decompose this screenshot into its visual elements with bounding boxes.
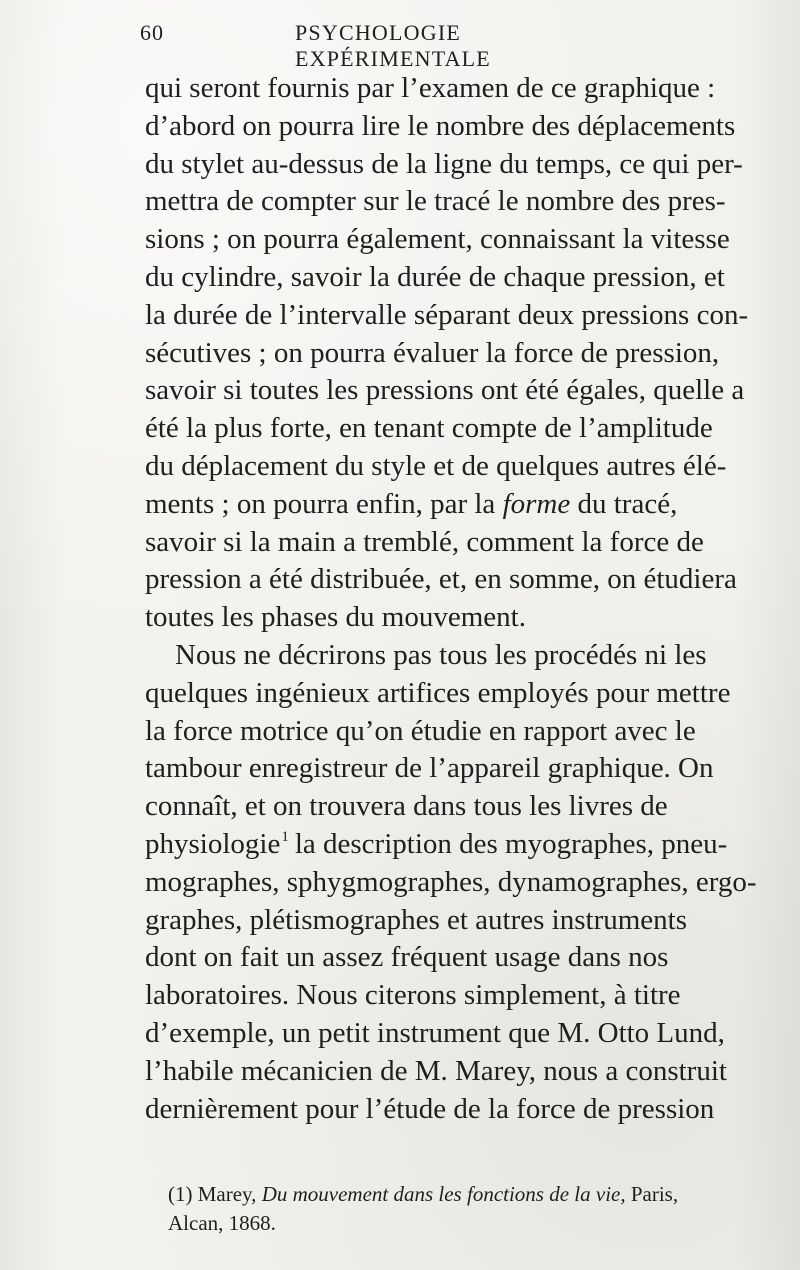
footnote-line <box>168 1180 788 1209</box>
italic-word: forme <box>502 487 571 520</box>
text-line: laboratoires. Nous citerons simplement, à titre <box>145 979 681 1012</box>
footnote <box>168 1180 788 1238</box>
text-line: été la plus forte, en tenant compte de l’amplitude <box>145 412 713 445</box>
footnote-publisher-year: Alcan, 1868. <box>168 1211 276 1235</box>
text-line: la force motrice qu’on étudie en rapport avec le <box>145 714 696 747</box>
text-line: dont on fait un assez fréquent usage dans nos <box>145 941 669 974</box>
body-text <box>145 70 790 1128</box>
text-line: toutes les phases du mouvement. <box>145 601 526 634</box>
text-line: quelques ingénieux artifices employés pour mettre <box>145 676 731 709</box>
text-line: l’habile mécanicien de M. Marey, nous a construit <box>145 1054 727 1087</box>
text-line: tambour enregistreur de l’appareil graphique. On <box>145 752 714 785</box>
footnote-title: Du mouvement dans les fonctions de la vie, <box>261 1182 626 1206</box>
running-head: PSYCHOLOGIE EXPÉRIMENTALE <box>295 20 491 71</box>
text-line: la durée de l’intervalle séparant deux pressions con- <box>145 298 749 331</box>
text-line: d’exemple, un petit instrument que M. Otto Lund, <box>145 1016 725 1049</box>
footnote-place: Paris, <box>630 1182 679 1206</box>
text-line: mettra de compter sur le tracé le nombre des pres- <box>145 185 726 218</box>
paragraph-start-line: Nous ne décrirons pas tous les procédés ni les <box>175 638 707 671</box>
page-header <box>140 18 660 71</box>
text-line: sions ; on pourra également, connaissant la vitesse <box>145 223 730 256</box>
text-line: du déplacement du style et de quelques autres élé- <box>145 449 727 482</box>
footnote-prefix: (1) Marey, <box>168 1182 257 1206</box>
text-line: dernièrement pour l’étude de la force de pression <box>145 1092 715 1125</box>
text-line: qui seront fournis par l’examen de ce graphique : <box>145 72 716 104</box>
text-segment: ments ; on pourra enfin, par la <box>145 487 496 520</box>
text-segment: du tracé, <box>577 487 678 520</box>
text-segment: la description des myographes, pneu- <box>294 827 728 860</box>
text-line: sécutives ; on pourra évaluer la force de pression, <box>145 336 720 369</box>
text-line: savoir si toutes les pressions ont été égales, quelle a <box>145 374 745 407</box>
text-line-with-footnote-mark <box>145 826 790 864</box>
text-line: du cylindre, savoir la durée de chaque pression, et <box>145 260 725 293</box>
text-line: du stylet au-dessus de la ligne du temps, ce qui per- <box>145 147 743 180</box>
text-line: savoir si la main a tremblé, comment la force de <box>145 525 704 558</box>
text-line: d’abord on pourra lire le nombre des déplacements <box>145 109 736 142</box>
footnote-mark: 1 <box>281 828 289 845</box>
footnote-line <box>168 1209 788 1238</box>
text-line: graphes, plétismographes et autres instruments <box>145 903 688 936</box>
page-number: 60 <box>140 20 164 45</box>
text-line: connaît, et on trouvera dans tous les livres de <box>145 790 668 823</box>
text-line: pression a été distribuée, et, en somme, on étudiera <box>145 563 737 596</box>
text-segment: physiologie <box>145 827 281 860</box>
text-line-with-italic <box>145 486 790 524</box>
text-line: mographes, sphygmographes, dynamographes, ergo- <box>145 865 757 898</box>
